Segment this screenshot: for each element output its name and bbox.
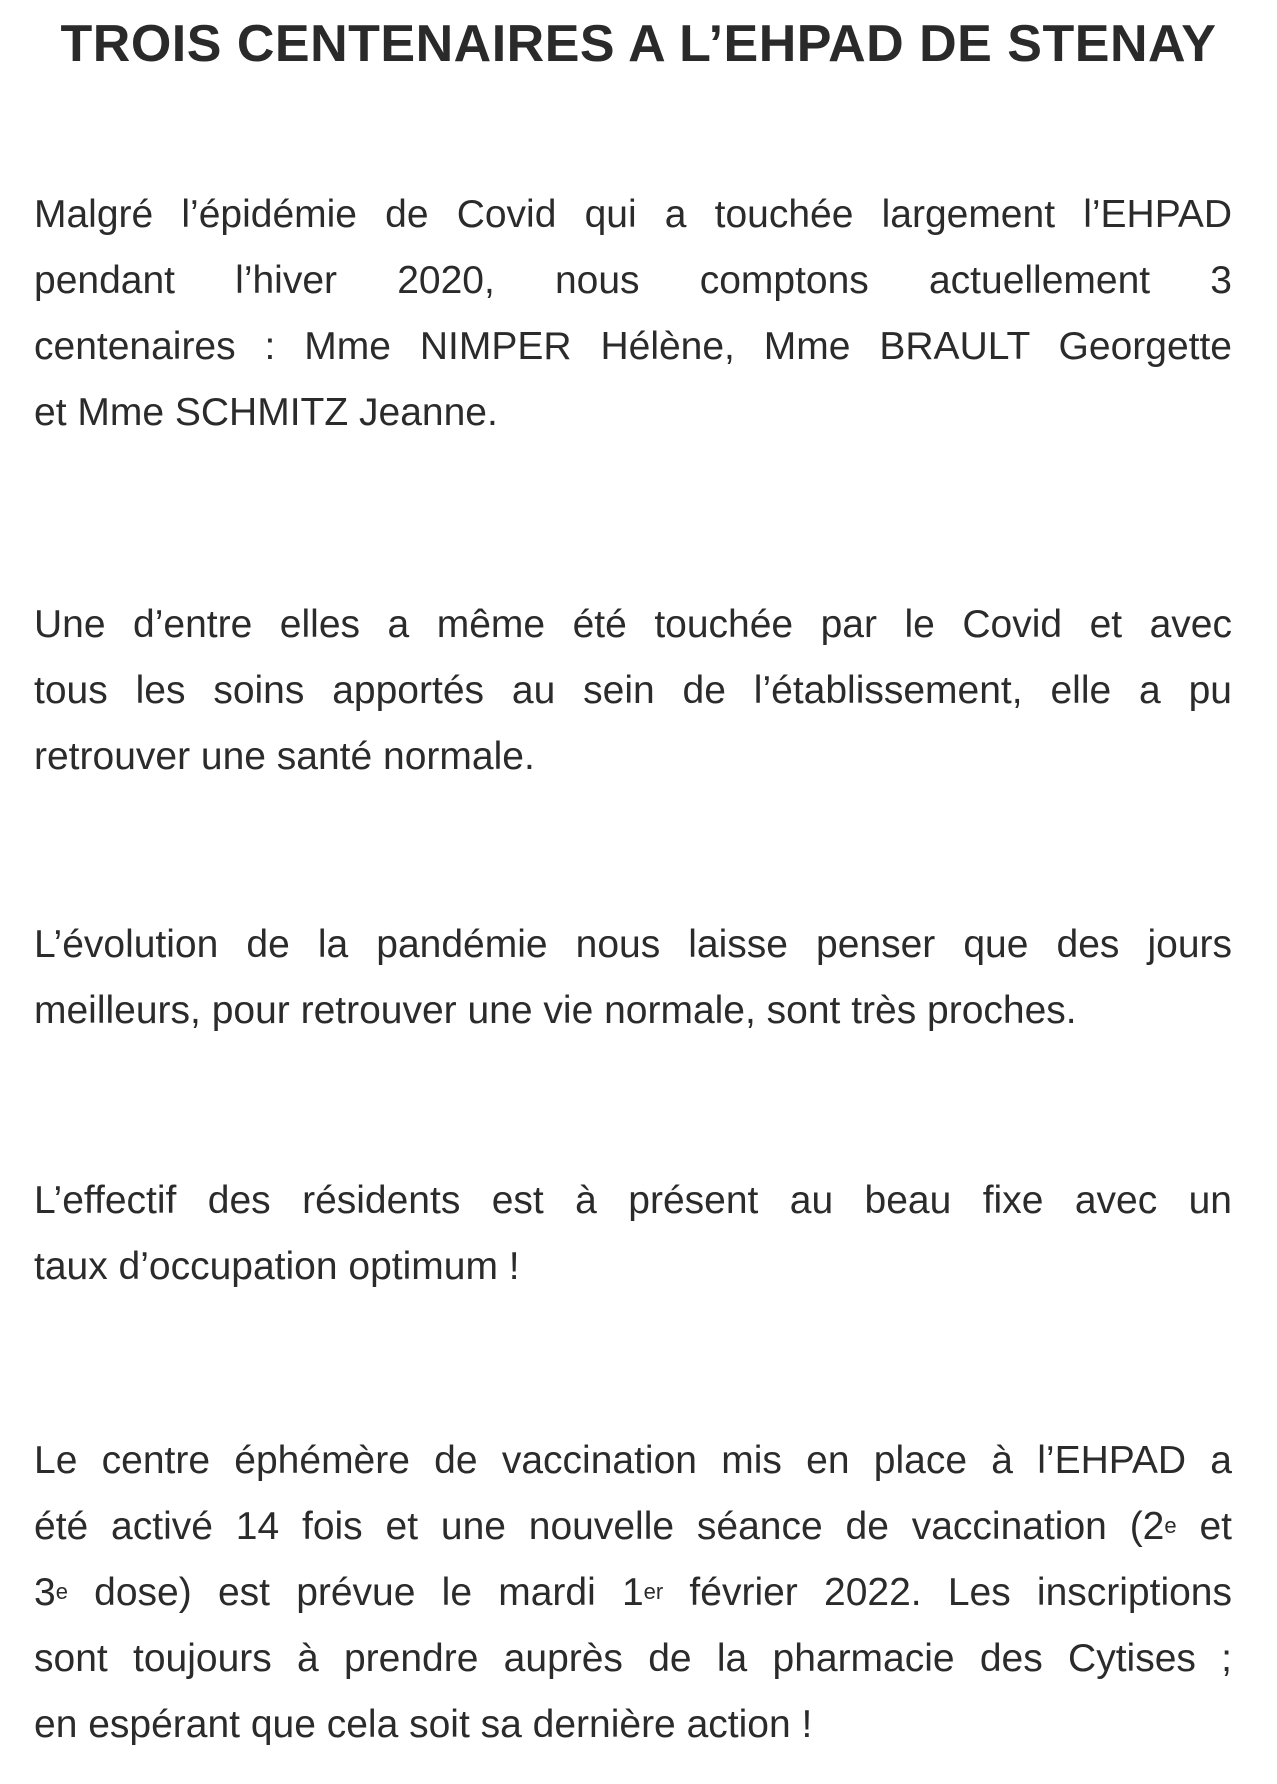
- paragraph-line: en espérant que cela soit sa dernière action !: [34, 1703, 813, 1746]
- paragraph-vaccination: [34, 1428, 1232, 1758]
- paragraph-line-superscript: [34, 1494, 1232, 1560]
- paragraph-line: centenaires : Mme NIMPER Hélène, Mme BRAULT Georgette: [34, 325, 1232, 368]
- paragraph-line: meilleurs, pour retrouver une vie normale, sont très proches.: [34, 989, 1077, 1032]
- text-run: 3: [34, 1571, 56, 1614]
- paragraph-occupancy: [34, 1168, 1232, 1300]
- paragraph-line: Le centre éphémère de vaccination mis en place à l’EHPAD a: [34, 1439, 1232, 1482]
- paragraph-line-superscript: [34, 1560, 1232, 1626]
- paragraph-line: pendant l’hiver 2020, nous comptons actuellement 3: [34, 259, 1232, 302]
- document-title: TROIS CENTENAIRES A L’EHPAD DE STENAY: [60, 15, 1217, 73]
- paragraph-line: retrouver une santé normale.: [34, 735, 535, 778]
- paragraph-line: L’évolution de la pandémie nous laisse penser que des jours: [34, 923, 1232, 966]
- ordinal-superscript: e: [1164, 1513, 1177, 1538]
- text-run: dose) est prévue le mardi 1: [67, 1571, 644, 1614]
- paragraph-line: L’effectif des résidents est à présent au beau fixe avec un: [34, 1179, 1232, 1222]
- paragraph-centenaires: [34, 182, 1232, 446]
- paragraph-line: Malgré l’épidémie de Covid qui a touchée largement l’EHPAD: [34, 193, 1232, 236]
- paragraph-pandemic-evolution: [34, 912, 1232, 1044]
- text-run: et: [1176, 1505, 1232, 1548]
- ordinal-superscript: e: [55, 1579, 68, 1604]
- paragraph-covid-recovery: [34, 592, 1232, 790]
- paragraph-line: tous les soins apportés au sein de l’établissement, elle a pu: [34, 669, 1232, 712]
- text-run: été activé 14 fois et une nouvelle séance de vaccination (2: [34, 1505, 1165, 1548]
- paragraph-line: Une d’entre elles a même été touchée par le Covid et avec: [34, 603, 1232, 646]
- paragraph-line: taux d’occupation optimum !: [34, 1245, 520, 1288]
- paragraph-line: sont toujours à prendre auprès de la pharmacie des Cytises ;: [34, 1637, 1232, 1680]
- text-run: février 2022. Les inscriptions: [663, 1571, 1232, 1614]
- ordinal-superscript: er: [643, 1579, 664, 1604]
- paragraph-line: et Mme SCHMITZ Jeanne.: [34, 391, 498, 434]
